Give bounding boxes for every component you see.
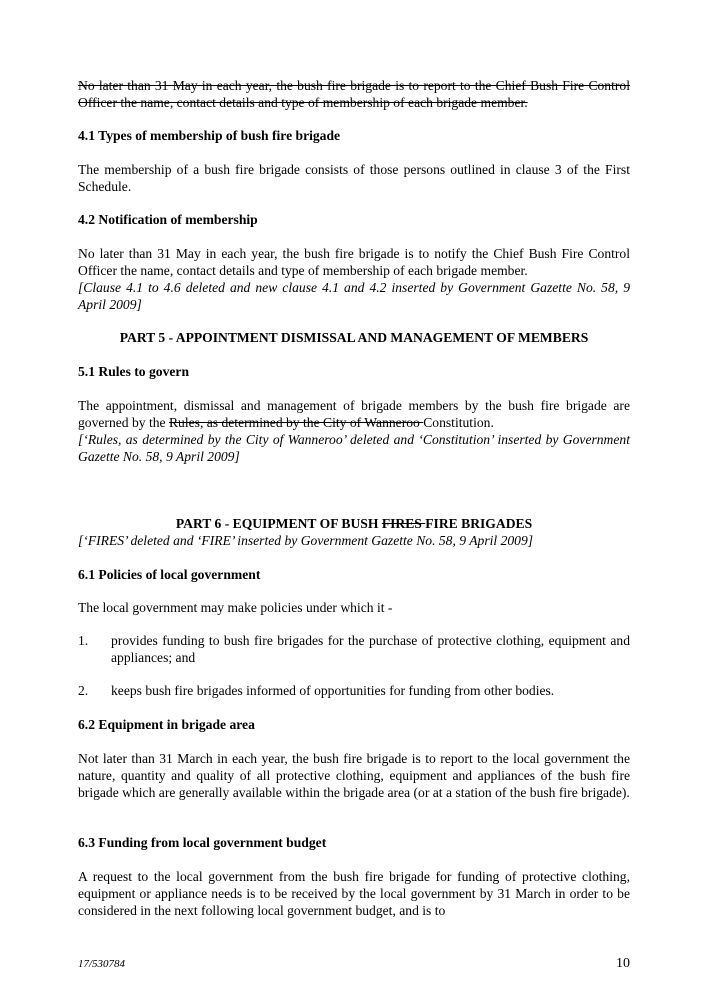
section-5-1-heading: 5.1 Rules to govern bbox=[78, 364, 190, 379]
section-5-1-deleted-text: Rules, as determined by the City of Wanneroo bbox=[168, 415, 424, 430]
part-6-deleted-text: FIRES bbox=[381, 516, 426, 531]
section-5-1-amendment-note: [‘Rules, as determined by the City of Wanneroo’ deleted and ‘Constitution’ inserted by Government Gazette No. 58, 9 April 2009] bbox=[78, 432, 630, 464]
document-reference: 17/530784 bbox=[78, 958, 126, 970]
section-6-1-heading: 6.1 Policies of local government bbox=[78, 567, 261, 582]
section-5-1-body-text: The appointment, dismissal and management of brigade members by the bush fire brigade are governed by the bbox=[78, 398, 630, 430]
list-item-number: 1. bbox=[78, 633, 89, 648]
part-6-heading bbox=[78, 515, 630, 532]
section-5-1-body bbox=[78, 397, 630, 431]
section-6-1-intro: The local government may make policies under which it - bbox=[78, 600, 393, 615]
section-6-2-body: Not later than 31 March in each year, the bush fire brigade is to report to the local government the nature, quantity and quality of all protective clothing, equipment and appliances of the bush fire brigade which are generally available within the brigade area (or at a station of the bush fire brigade). bbox=[78, 751, 630, 800]
list-item bbox=[78, 632, 630, 666]
list-item-number: 2. bbox=[78, 683, 89, 698]
section-4-2-heading: 4.2 Notification of membership bbox=[78, 212, 258, 227]
section-6-2-heading: 6.2 Equipment in brigade area bbox=[78, 717, 255, 732]
part-6-amendment-note: [‘FIRES’ deleted and ‘FIRE’ inserted by Government Gazette No. 58, 9 April 2009] bbox=[78, 533, 534, 548]
section-6-3-body: A request to the local government from the bush fire brigade for funding of protective clothing, equipment or appliance needs is to be received by the local government by 31 March in order to be considered in the next following local government budget, and is to bbox=[78, 869, 630, 918]
part-6-inserted-text: FIRE BRIGADES bbox=[425, 516, 533, 531]
part-5-heading: PART 5 - APPOINTMENT DISMISSAL AND MANAGEMENT OF MEMBERS bbox=[119, 330, 589, 345]
list-item bbox=[78, 682, 630, 699]
page-number: 10 bbox=[616, 956, 630, 971]
section-4-2-body: No later than 31 May in each year, the bush fire brigade is to notify the Chief Bush Fire Control Officer the name, contact details and type of membership of each brigade member. bbox=[78, 246, 630, 278]
section-4-1-heading: 4.1 Types of membership of bush fire brigade bbox=[78, 128, 341, 143]
section-4-2-amendment-note: [Clause 4.1 to 4.6 deleted and new clause 4.1 and 4.2 inserted by Government Gazette No. 58, 9 April 2009] bbox=[78, 280, 630, 312]
deleted-paragraph: No later than 31 May in each year, the bush fire brigade is to report to the Chief Bush Fire Control Officer the name, contact details and type of membership of each brigade member. bbox=[78, 78, 630, 110]
part-6-heading-text: PART 6 - EQUIPMENT OF BUSH bbox=[175, 516, 382, 531]
list-item-text: keeps bush fire brigades informed of opportunities for funding from other bodies. bbox=[111, 683, 555, 698]
section-6-3-heading: 6.3 Funding from local government budget bbox=[78, 835, 327, 850]
section-4-1-body: The membership of a bush fire brigade consists of those persons outlined in clause 3 of the First Schedule. bbox=[78, 162, 630, 194]
section-5-1-inserted-text: Constitution. bbox=[423, 415, 494, 430]
list-item-text: provides funding to bush fire brigades for the purchase of protective clothing, equipment and appliances; and bbox=[111, 633, 630, 665]
